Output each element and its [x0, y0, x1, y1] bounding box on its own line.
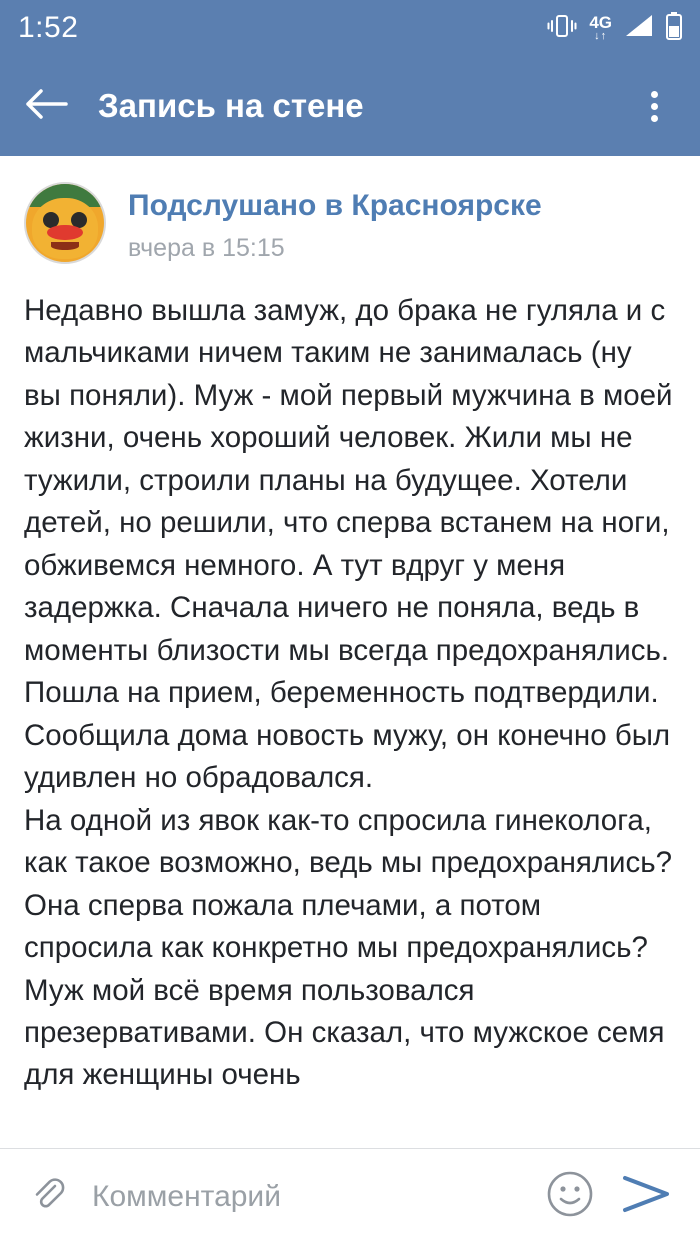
post-header	[0, 156, 700, 264]
status-icons	[547, 12, 682, 45]
network-type-indicator	[589, 14, 612, 42]
overflow-menu-icon	[651, 115, 658, 122]
network-label: 4G	[589, 13, 612, 32]
back-arrow-icon	[24, 87, 68, 126]
content-fade	[0, 1106, 700, 1148]
back-button[interactable]	[18, 78, 74, 134]
smiley-icon	[545, 1169, 595, 1224]
status-bar	[0, 0, 700, 56]
emoji-button[interactable]	[544, 1171, 596, 1223]
post-content[interactable]	[0, 156, 700, 1148]
comment-bar	[0, 1148, 700, 1244]
paperclip-icon	[30, 1176, 66, 1217]
overflow-menu-icon	[651, 103, 658, 110]
avatar[interactable]	[24, 182, 106, 264]
signal-icon	[624, 13, 654, 44]
app-bar	[0, 56, 700, 156]
overflow-menu-icon	[651, 91, 658, 98]
status-clock: 1:52	[18, 11, 79, 44]
overflow-menu-button[interactable]	[626, 78, 682, 134]
vibrate-icon	[547, 13, 577, 44]
battery-icon	[666, 12, 682, 45]
network-arrows: ↓↑	[594, 30, 608, 42]
post-text	[0, 264, 700, 1097]
post-paragraph-1: Недавно вышла замуж, до брака не гуляла и с мальчиками ничем таким не занималась (ну вы поняли). Муж - мой первый мужчина в моей жизни, очень хороший человек. Жили мы не тужили, строили планы на будущее. Хотели детей, но решили, что сперва встанем на ноги, обживемся немного. А тут вдруг у меня задержка. Сначала ничего не поняла, ведь в моменты близости мы всегда предохранялись. Пошла на прием, беременность подтвердили. Сообщила дома новость мужу, он конечно был удивлен но обрадовался.	[24, 294, 673, 795]
send-icon	[621, 1172, 671, 1221]
post-paragraph-2: На одной из явок как-то спросила гинеколога, как такое возможно, ведь мы предохранялись? Она сперва пожала плечами, а потом спросила как конкретно мы предохранялись? Муж мой всё время пользовался презервативами. Он сказал, что мужское семя для женщины очень	[24, 803, 673, 1092]
avatar-nose	[47, 225, 83, 241]
send-button[interactable]	[618, 1171, 674, 1223]
page-title: Запись на стене	[98, 87, 364, 124]
avatar-mouth	[51, 242, 79, 250]
comment-input[interactable]	[92, 1180, 522, 1214]
post-meta	[128, 182, 542, 263]
attach-button[interactable]	[26, 1175, 70, 1219]
post-timestamp: вчера в 15:15	[128, 234, 285, 262]
post-author-link[interactable]: Подслушано в Красноярске	[128, 189, 542, 222]
